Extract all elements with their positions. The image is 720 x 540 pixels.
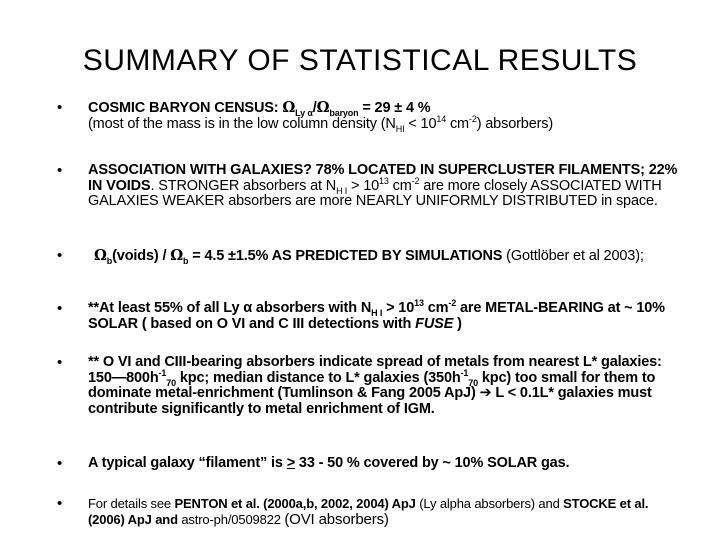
metal-text: **At least 55% of all Ly α absorbers with N xyxy=(88,300,372,316)
census-value: = 29 ± 4 % xyxy=(358,100,431,116)
exponent: 14 xyxy=(436,113,447,124)
spread-text: kpc) too small for them to dominate metal-enrichment (Tumlinson & Fang 2005 ApJ) xyxy=(88,369,656,401)
slash: / xyxy=(312,100,317,116)
hi-subscript: H I xyxy=(336,185,348,196)
association-text: cm xyxy=(388,177,412,194)
metal-text: > 10 xyxy=(382,300,415,316)
baryon-census-note xyxy=(88,113,688,134)
exponent: -1 xyxy=(460,367,469,378)
census-label: COSMIC BARYON CENSUS: xyxy=(88,100,283,116)
omega-symbol: Ω xyxy=(282,99,296,116)
stocke-citation: STOCKE et al. (2006) ApJ and xyxy=(88,496,649,527)
hi-subscript: HI xyxy=(395,123,405,134)
exponent: -2 xyxy=(469,113,477,124)
hi-subscript: H I xyxy=(371,307,383,318)
spread-text: L < 0.1L* galaxies must contribute significantly to metal enrichment of IGM. xyxy=(88,385,652,417)
penton-citation: PENTON et al. (2000a,b, 2002, 2004) ApJ xyxy=(174,496,416,511)
association-text: . STRONGER absorbers at N xyxy=(150,177,337,194)
association-text: are more closely ASSOCIATED WITH GALAXIES WEAKER absorbers are more NEARLY UNIFORMLY DISTRIBUTED in space. xyxy=(88,177,662,209)
exponent: -2 xyxy=(448,298,457,309)
lya-subscript: Ly α xyxy=(295,107,313,118)
item-voids-ratio xyxy=(88,248,688,265)
b-subscript: b xyxy=(106,255,113,266)
exponent: 13 xyxy=(379,175,389,186)
baryon-subscript: baryon xyxy=(329,107,359,118)
association-text: > 10 xyxy=(347,177,380,194)
bullet-7: • xyxy=(57,495,63,512)
bullet-6: • xyxy=(57,455,63,472)
exponent: -1 xyxy=(158,367,167,378)
ref-text: (Ly alpha absorbers) and xyxy=(415,496,564,511)
bullet-5: • xyxy=(57,354,63,371)
h70-subscript: 70 xyxy=(166,377,176,388)
metal-text: are METAL-BEARING at ~ 10% SOLAR ( based on O VI and C III detections with xyxy=(88,300,665,332)
fuse-label: FUSE xyxy=(415,315,454,332)
baryon-census-line xyxy=(88,100,688,117)
greater-equal-sign: > xyxy=(286,455,296,471)
item-metal-spread xyxy=(88,355,688,417)
item-baryon-census xyxy=(88,100,688,132)
spread-text: kpc; median distance to L* galaxies (350h xyxy=(175,369,461,386)
right-arrow-icon: ➔ xyxy=(479,385,492,401)
b-subscript: b xyxy=(183,255,189,266)
item-filament-coverage xyxy=(88,456,688,472)
voids-text: (voids) / xyxy=(112,248,171,264)
note-text: < 10 xyxy=(404,115,437,132)
item-galaxy-association xyxy=(88,163,688,210)
note-text: (most of the mass is in the low column density (N xyxy=(88,115,396,132)
association-bold: ASSOCIATION WITH GALAXIES? 78% LOCATED IN SUPERCLUSTER FILAMENTS; 22% IN VOIDS xyxy=(88,162,678,194)
exponent: -2 xyxy=(411,175,420,186)
metal-text: ) xyxy=(453,315,462,332)
filament-text: A typical galaxy “filament” is xyxy=(88,455,287,471)
ref-text: astro-ph/0509822 xyxy=(177,511,285,527)
slide-title: SUMMARY OF STATISTICAL RESULTS xyxy=(82,44,638,77)
omega-symbol-2: Ω xyxy=(170,247,184,264)
bullet-1: • xyxy=(57,99,63,116)
filament-text: 33 - 50 % covered by ~ 10% SOLAR gas. xyxy=(295,455,570,471)
spread-text: ** O VI and CIII-bearing absorbers indicate spread of metals from nearest L* galaxies: 150—800h xyxy=(88,354,662,386)
metal-text: cm xyxy=(423,300,449,316)
note-text: ) absorbers) xyxy=(476,115,554,132)
voids-citation: (Gottlöber et al 2003); xyxy=(502,248,644,264)
bullet-4: • xyxy=(57,300,63,317)
exponent: 13 xyxy=(414,298,424,309)
ref-text: For details see xyxy=(88,496,175,511)
item-metal-bearing xyxy=(88,298,688,332)
voids-value: = 4.5 ±1.5% AS PREDICTED BY SIMULATIONS xyxy=(188,248,503,264)
omega-symbol-2: Ω xyxy=(316,99,330,116)
bullet-3: • xyxy=(57,247,63,264)
item-references xyxy=(88,496,688,527)
bullet-2: • xyxy=(57,162,63,179)
omega-symbol: Ω xyxy=(94,247,107,264)
note-text: cm xyxy=(446,115,469,132)
h70-subscript: 70 xyxy=(468,377,478,388)
ovi-note: (OVI absorbers) xyxy=(284,510,389,528)
